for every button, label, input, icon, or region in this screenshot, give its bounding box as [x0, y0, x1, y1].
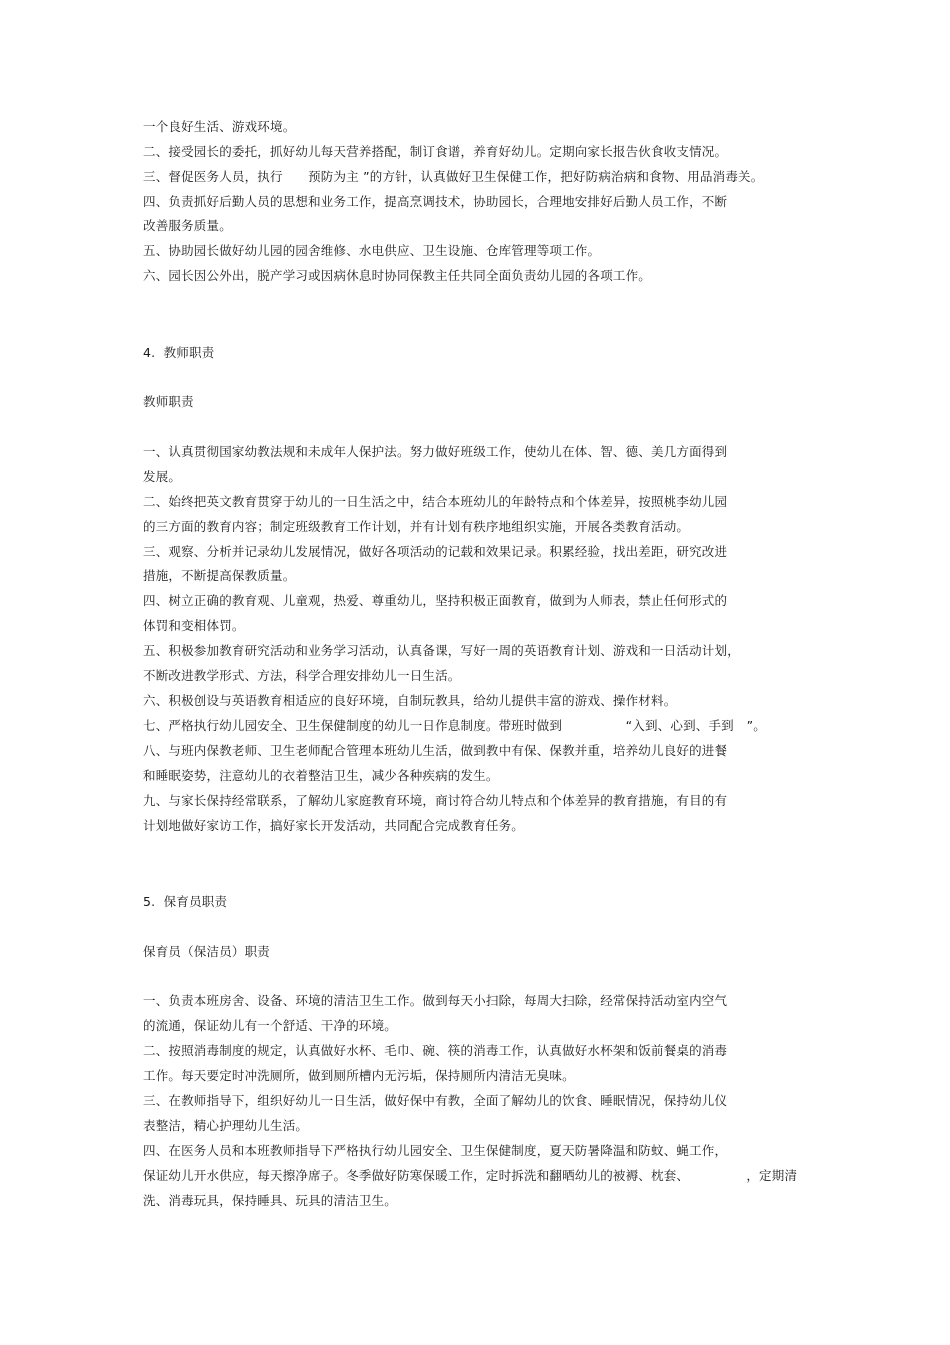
paragraph-line: 不断改进教学形式、方法，科学合理安排幼儿一日生活。 — [143, 668, 461, 683]
paragraph-line: 六、园长因公外出，脱产学习或因病休息时协同保教主任共同全面负责幼儿园的各项工作。 — [143, 268, 652, 283]
paragraph-line: 八、与班内保教老师、卫生老师配合管理本班幼儿生活，做到教中有保、保教并重，培养幼儿良好的进餐 — [143, 743, 728, 758]
paragraph-line: 六、积极创设与英语教育相适应的良好环境，自制玩教具，给幼儿提供丰富的游戏、操作材料。 — [143, 693, 677, 708]
paragraph-line: 体罚和变相体罚。 — [143, 618, 245, 633]
paragraph-line: 七、严格执行幼儿园安全、卫生保健制度的幼儿一日作息制度。带班时做到 “入到、心到、手到 ”。 — [143, 718, 766, 733]
paragraph-line: 表整洁，精心护理幼儿生活。 — [143, 1118, 309, 1133]
paragraph-line: 的三方面的教育内容；制定班级教育工作计划，并有计划有秩序地组织实施，开展各类教育活动。 — [143, 519, 690, 534]
paragraph-line: 四、在医务人员和本班教师指导下严格执行幼儿园安全、卫生保健制度，夏天防暑降温和防蚊、蝇工作， — [143, 1143, 728, 1158]
paragraph-line: 保证幼儿开水供应，每天擦净席子。冬季做好防寒保暖工作，定时拆洗和翻晒幼儿的被褥、枕套、 ，定期清 — [143, 1168, 798, 1183]
paragraph-line: 五、协助园长做好幼儿园的园舍维修、水电供应、卫生设施、仓库管理等项工作。 — [143, 243, 601, 258]
paragraph-line: 和睡眠姿势，注意幼儿的衣着整洁卫生，减少各种疾病的发生。 — [143, 768, 499, 783]
paragraph-line: 二、按照消毒制度的规定，认真做好水杯、毛巾、碗、筷的消毒工作，认真做好水杯架和饭前餐桌的消毒 — [143, 1043, 728, 1058]
paragraph-line: 一个良好生活、游戏环境。 — [143, 119, 296, 134]
paragraph-line: 的流通，保证幼儿有一个舒适、干净的环境。 — [143, 1018, 398, 1033]
paragraph-line: 工作。每天要定时冲洗厕所，做到厕所槽内无污垢，保持厕所内清洁无臭味。 — [143, 1068, 575, 1083]
paragraph-line: 发展。 — [143, 469, 182, 484]
paragraph-line: 三、督促医务人员，执行 预防为主 ”的方针，认真做好卫生保健工作，把好防病治病和食物、用品消毒关。 — [143, 169, 764, 184]
paragraph-line: 改善服务质量。 — [143, 218, 232, 233]
paragraph-line: 计划地做好家访工作，搞好家长开发活动，共同配合完成教育任务。 — [143, 818, 525, 833]
paragraph-line: 一、负责本班房舍、设备、环境的清洁卫生工作。做到每天小扫除，每周大扫除，经常保持活动室内空气 — [143, 993, 728, 1008]
paragraph-line: 三、观察、分析并记录幼儿发展情况，做好各项活动的记载和效果记录。积累经验，找出差距，研究改进 — [143, 544, 728, 559]
paragraph-line: 九、与家长保持经常联系，了解幼儿家庭教育环境，商讨符合幼儿特点和个体差异的教育措施，有目的有 — [143, 793, 728, 808]
paragraph-line: 四、树立正确的教育观、儿童观，热爱、尊重幼儿，坚持积极正面教育，做到为人师表，禁止任何形式的 — [143, 593, 728, 608]
section-heading: 5. 保育员职责 — [143, 894, 228, 909]
paragraph-line: 洗、消毒玩具，保持睡具、玩具的清洁卫生。 — [143, 1193, 398, 1208]
section-subtitle: 教师职责 — [143, 394, 194, 409]
paragraph-line: 四、负责抓好后勤人员的思想和业务工作，提高烹调技术，协助园长，合理地安排好后勤人员工作，不断 — [143, 194, 728, 209]
paragraph-line: 一、认真贯彻国家幼教法规和未成年人保护法。努力做好班级工作，使幼儿在体、智、德、美几方面得到 — [143, 444, 728, 459]
paragraph-line: 二、接受园长的委托，抓好幼儿每天营养搭配，制订食谱，养育好幼儿。定期向家长报告伙食收支情况。 — [143, 144, 728, 159]
paragraph-line: 二、始终把英文教育贯穿于幼儿的一日生活之中，结合本班幼儿的年龄特点和个体差异，按照桃李幼儿园 — [143, 494, 728, 509]
section-heading: 4. 教师职责 — [143, 345, 215, 360]
paragraph-line: 措施，不断提高保教质量。 — [143, 568, 296, 583]
paragraph-line: 五、积极参加教育研究活动和业务学习活动，认真备课，写好一周的英语教育计划、游戏和一日活动计划， — [143, 643, 740, 658]
section-subtitle: 保育员（保洁员）职责 — [143, 944, 271, 959]
paragraph-line: 三、在教师指导下，组织好幼儿一日生活，做好保中有教，全面了解幼儿的饮食、睡眠情况，保持幼儿仪 — [143, 1093, 728, 1108]
